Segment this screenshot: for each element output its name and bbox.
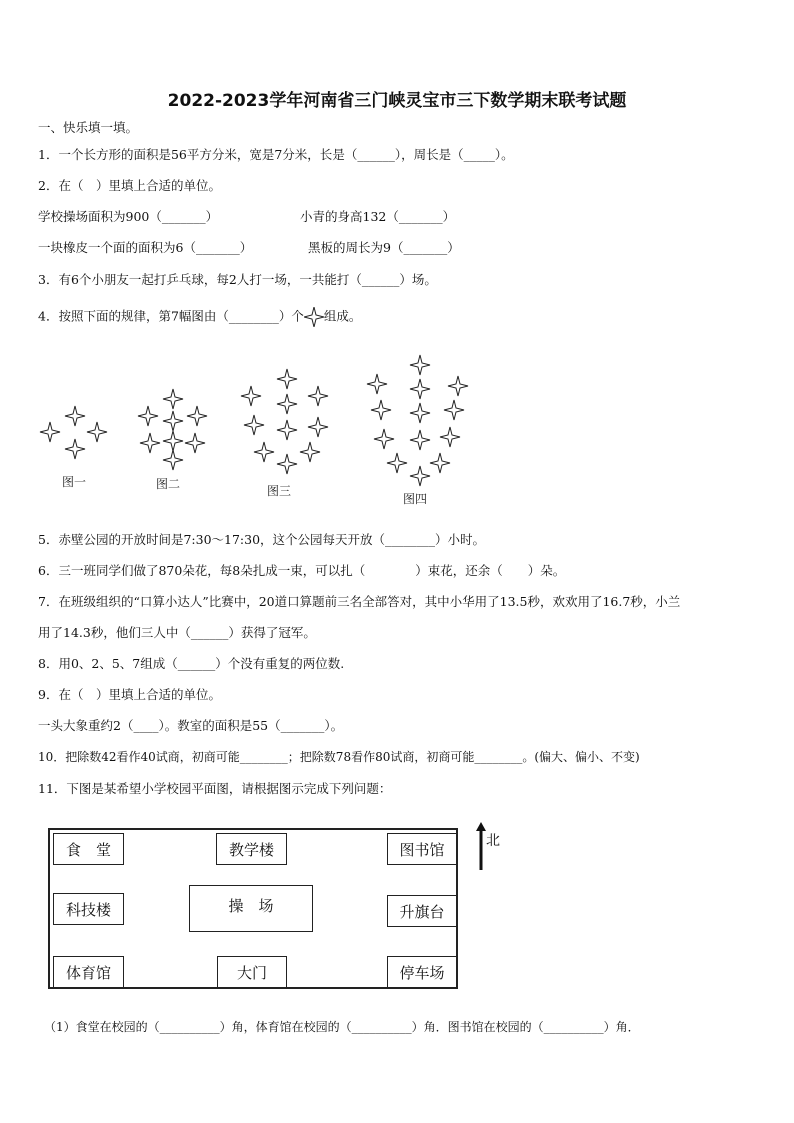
star-icon — [277, 394, 297, 414]
star-icon — [374, 429, 394, 449]
question-8: 8．用0、2、5、7组成（______）个没有重复的两位数. — [38, 656, 345, 671]
room-teaching-building: 教学楼 — [216, 833, 287, 865]
question-2a: 学校操场面积为900（_______） — [38, 209, 219, 224]
figure-4-stars — [367, 355, 468, 486]
star-icon — [87, 422, 107, 442]
star-icon — [410, 430, 430, 450]
star-icon — [448, 376, 468, 396]
room-cafeteria: 食 堂 — [53, 833, 124, 865]
question-2b: 小青的身高132（_______） — [300, 209, 456, 224]
star-icon — [277, 369, 297, 389]
question-11-1: （1）食堂在校园的（__________）角，体育馆在校园的（__________）角．图书馆在校园的（__________）角． — [44, 1020, 640, 1034]
star-icon — [410, 355, 430, 375]
star-icon — [444, 400, 464, 420]
question-9: 9．在（ ）里填上合适的单位。 — [38, 687, 221, 702]
star-icon — [277, 420, 297, 440]
star-icon — [241, 386, 261, 406]
question-4-prefix: 4．按照下面的规律，第7幅图由（________）个 — [38, 308, 304, 324]
question-4-suffix: 组成。 — [323, 308, 362, 324]
question-1: 1．一个长方形的面积是56平方分米，宽是7分米，长是（______），周长是（_____）。 — [38, 147, 514, 162]
star-icon — [140, 433, 160, 453]
star-icon — [40, 422, 60, 442]
star-icon — [254, 442, 274, 462]
star-icon — [410, 379, 430, 399]
question-7-line1: 7．在班级组织的“口算小达人”比赛中，20道口算题前三名全部答对，其中小华用了13.5秒，欢欢用了16.7秒，小兰 — [38, 594, 681, 609]
page-title: 2022-2023学年河南省三门峡灵宝市三下数学期末联考试题 — [167, 91, 627, 111]
star-icon — [367, 374, 387, 394]
star-icon — [430, 453, 450, 473]
figure-2-stars — [138, 389, 207, 470]
star-icon — [410, 466, 430, 486]
figure-3-stars — [241, 369, 328, 474]
star-icon — [440, 427, 460, 447]
star-icon — [308, 386, 328, 406]
star-icon — [187, 406, 207, 426]
figure-1-stars — [40, 406, 107, 459]
star-pattern-figures — [0, 0, 794, 520]
question-9a: 一头大象重约2（____）。教室的面积是55（_______）。 — [38, 718, 344, 733]
star-icon — [138, 406, 158, 426]
room-gymnasium: 体育馆 — [53, 956, 124, 988]
star-icon — [163, 411, 183, 431]
section-heading: 一、快乐填一填。 — [38, 120, 139, 135]
figure-label-1: 图一 — [62, 475, 87, 489]
star-icon — [410, 403, 430, 423]
campus-map — [48, 828, 458, 989]
figure-label-4: 图四 — [403, 492, 428, 506]
question-3: 3．有6个小朋友一起打乒乓球，每2人打一场，一共能打（______）场。 — [38, 272, 437, 287]
room-main-gate: 大门 — [217, 956, 287, 988]
star-icon — [163, 450, 183, 470]
question-2c: 一块橡皮一个面的面积为6（_______） — [38, 240, 253, 255]
north-label: 北 — [486, 833, 500, 849]
figure-label-2: 图二 — [156, 477, 181, 491]
question-11: 11．下图是某希望小学校园平面图，请根据图示完成下列问题： — [38, 781, 392, 796]
room-playground: 操 场 — [189, 885, 313, 932]
star-icon — [185, 433, 205, 453]
star-icon — [65, 439, 85, 459]
star-icon — [308, 417, 328, 437]
question-7-line2: 用了14.3秒，他们三人中（______）获得了冠军。 — [38, 625, 316, 640]
room-science-building: 科技楼 — [53, 893, 124, 925]
star-icon — [300, 442, 320, 462]
question-2d: 黑板的周长为9（_______） — [308, 240, 460, 255]
star-icon — [387, 453, 407, 473]
star-icon — [65, 406, 85, 426]
star-icon — [371, 400, 391, 420]
star-icon — [244, 415, 264, 435]
question-10: 10．把除数42看作40试商，初商可能________；把除数78看作80试商，初商可能________。(偏大、偏小、不变) — [38, 750, 640, 764]
star-icon — [277, 454, 297, 474]
star-icon — [163, 389, 183, 409]
question-5: 5．赤壁公园的开放时间是7:30～17:30，这个公园每天开放（________）小时。 — [38, 532, 486, 547]
room-library: 图书馆 — [387, 833, 457, 865]
question-2: 2．在（ ）里填上合适的单位。 — [38, 178, 221, 193]
room-parking-lot: 停车场 — [387, 956, 457, 988]
figure-label-3: 图三 — [267, 484, 292, 498]
room-flag-platform: 升旗台 — [387, 895, 457, 927]
star-icon — [163, 431, 183, 451]
question-6: 6．三一班同学们做了870朵花，每8朵扎成一束，可以扎（ ）束花，还余（ ）朵。 — [38, 563, 566, 578]
